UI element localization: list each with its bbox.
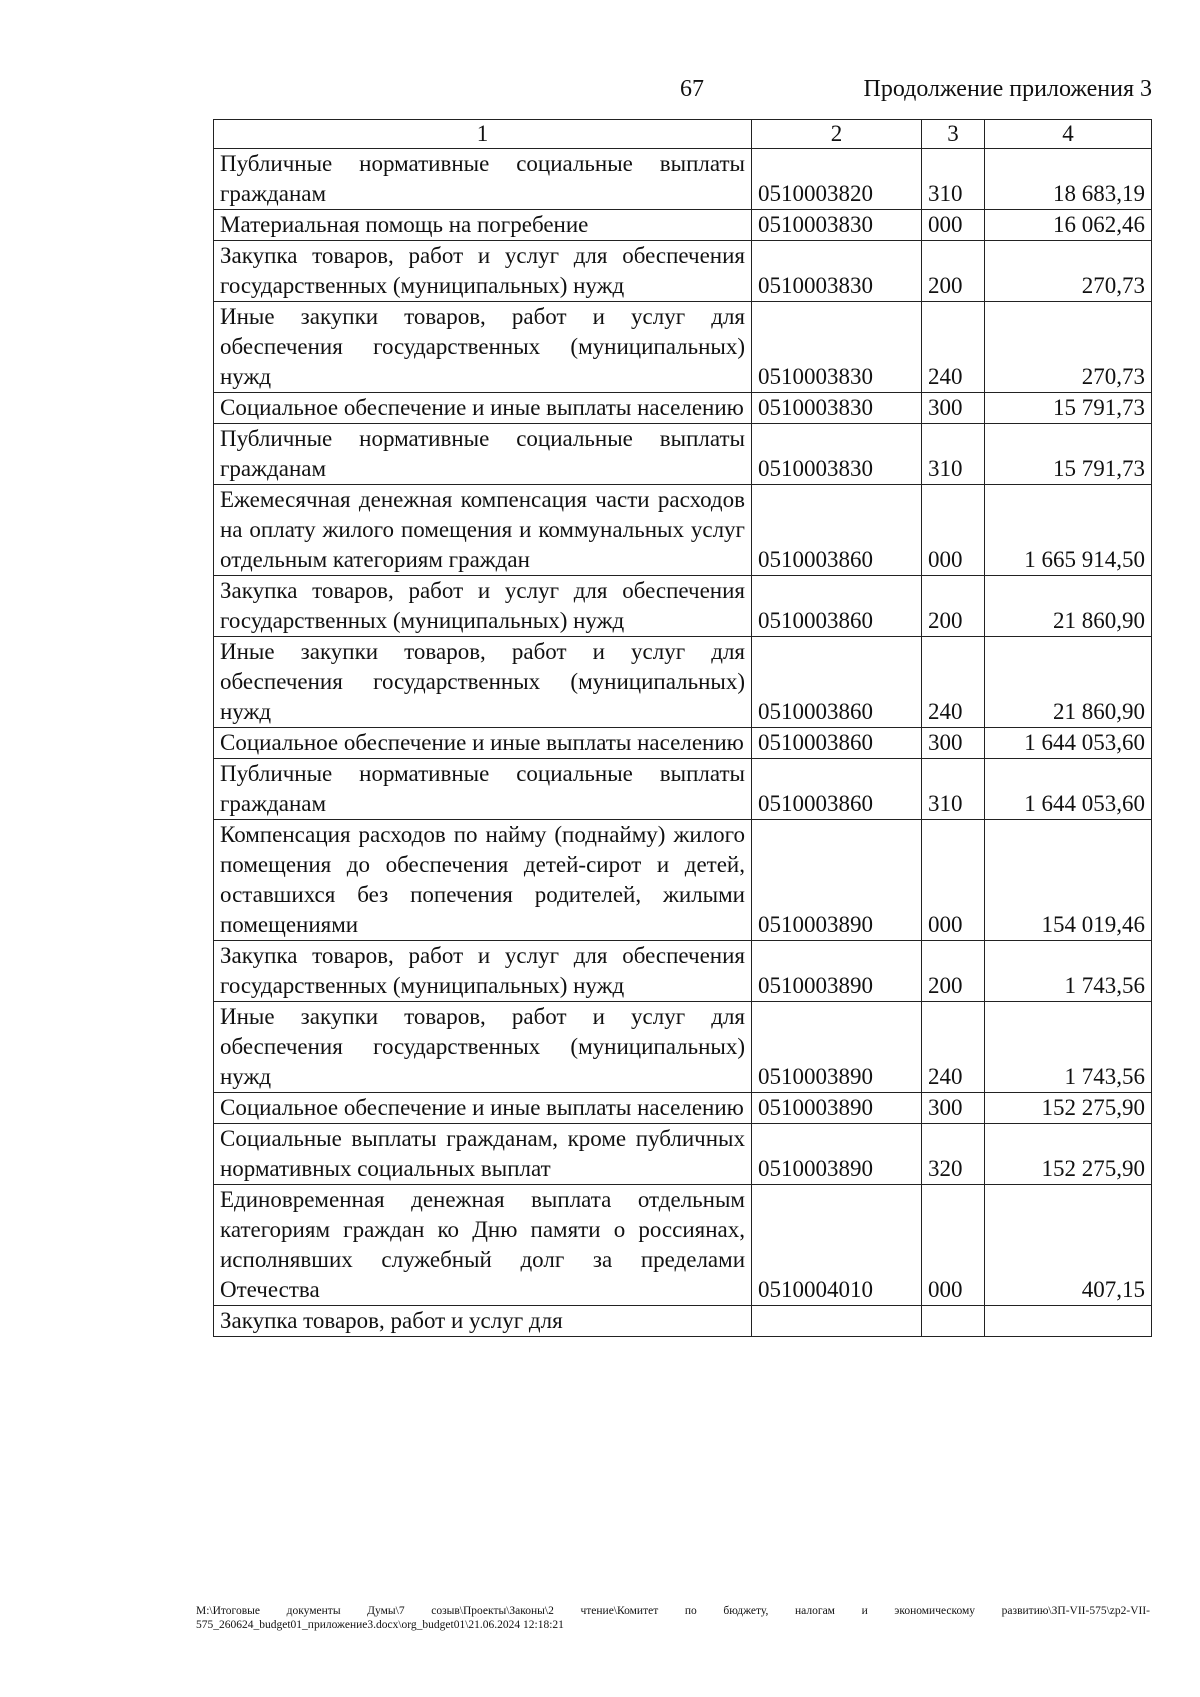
table-header-row — [214, 120, 1152, 149]
row-code: 0510003860 — [752, 576, 922, 637]
table-row — [214, 1124, 1152, 1185]
row-code: 0510004010 — [752, 1185, 922, 1306]
row-description: Публичные нормативные социальные выплаты гражданам — [214, 759, 752, 820]
row-code: 0510003890 — [752, 1093, 922, 1124]
row-description: Социальное обеспечение и иные выплаты населению — [214, 1093, 752, 1124]
row-description: Социальные выплаты гражданам, кроме публичных нормативных социальных выплат — [214, 1124, 752, 1185]
row-amount: 270,73 — [985, 241, 1152, 302]
row-description: Иные закупки товаров, работ и услуг для обеспечения государственных (муниципальных) нужд — [214, 637, 752, 728]
row-expense-type: 200 — [922, 241, 985, 302]
table-row — [214, 241, 1152, 302]
table-row — [214, 1185, 1152, 1306]
row-expense-type: 000 — [922, 820, 985, 941]
row-description: Социальное обеспечение и иные выплаты населению — [214, 393, 752, 424]
row-expense-type: 000 — [922, 485, 985, 576]
row-amount: 21 860,90 — [985, 637, 1152, 728]
row-description: Закупка товаров, работ и услуг для обеспечения государственных (муниципальных) нужд — [214, 576, 752, 637]
row-expense-type: 300 — [922, 393, 985, 424]
row-expense-type: 240 — [922, 302, 985, 393]
table-row — [214, 424, 1152, 485]
table-row — [214, 728, 1152, 759]
row-amount: 1 665 914,50 — [985, 485, 1152, 576]
row-expense-type: 310 — [922, 424, 985, 485]
row-code — [752, 1306, 922, 1337]
row-amount: 1 644 053,60 — [985, 728, 1152, 759]
row-description: Закупка товаров, работ и услуг для обеспечения государственных (муниципальных) нужд — [214, 241, 752, 302]
page-number: 67 — [680, 76, 704, 102]
row-code: 0510003820 — [752, 149, 922, 210]
row-amount: 270,73 — [985, 302, 1152, 393]
row-code: 0510003860 — [752, 637, 922, 728]
row-code: 0510003860 — [752, 728, 922, 759]
row-description: Ежемесячная денежная компенсация части расходов на оплату жилого помещения и коммунальных услуг отдельным категориям граждан — [214, 485, 752, 576]
row-amount: 21 860,90 — [985, 576, 1152, 637]
table-row — [214, 759, 1152, 820]
row-amount: 152 275,90 — [985, 1093, 1152, 1124]
row-description: Публичные нормативные социальные выплаты гражданам — [214, 149, 752, 210]
table-row — [214, 820, 1152, 941]
row-expense-type: 200 — [922, 576, 985, 637]
row-expense-type: 300 — [922, 728, 985, 759]
row-expense-type: 240 — [922, 1002, 985, 1093]
table-row — [214, 1002, 1152, 1093]
row-code: 0510003830 — [752, 241, 922, 302]
row-expense-type: 200 — [922, 941, 985, 1002]
row-expense-type: 300 — [922, 1093, 985, 1124]
row-code: 0510003860 — [752, 485, 922, 576]
row-code: 0510003830 — [752, 302, 922, 393]
row-description: Публичные нормативные социальные выплаты гражданам — [214, 424, 752, 485]
column-header: 1 — [214, 120, 752, 149]
file-path-footer: М:\Итоговые документы Думы\7 созыв\Проекты\Законы\2 чтение\Комитет по бюджету, налогам и экономическому развитию\ЗП-VII-575\zp2-VII-575_260624_budget01_приложение3.docx\org_budget01\21.06.2024 12:18:21 — [196, 1605, 1150, 1631]
row-code: 0510003830 — [752, 393, 922, 424]
column-header: 4 — [985, 120, 1152, 149]
table-row — [214, 1306, 1152, 1337]
row-code: 0510003860 — [752, 759, 922, 820]
row-amount: 18 683,19 — [985, 149, 1152, 210]
row-code: 0510003890 — [752, 820, 922, 941]
row-amount: 1 644 053,60 — [985, 759, 1152, 820]
table-row — [214, 302, 1152, 393]
row-description: Иные закупки товаров, работ и услуг для обеспечения государственных (муниципальных) нужд — [214, 1002, 752, 1093]
row-code: 0510003890 — [752, 941, 922, 1002]
table-row — [214, 576, 1152, 637]
table-row — [214, 149, 1152, 210]
row-code: 0510003830 — [752, 210, 922, 241]
table-row — [214, 393, 1152, 424]
row-amount: 1 743,56 — [985, 1002, 1152, 1093]
row-description: Социальное обеспечение и иные выплаты населению — [214, 728, 752, 759]
row-description: Иные закупки товаров, работ и услуг для обеспечения государственных (муниципальных) нужд — [214, 302, 752, 393]
row-amount: 15 791,73 — [985, 393, 1152, 424]
row-code: 0510003890 — [752, 1124, 922, 1185]
row-expense-type: 000 — [922, 210, 985, 241]
continuation-label: Продолжение приложения 3 — [863, 76, 1152, 102]
row-code: 0510003830 — [752, 424, 922, 485]
row-expense-type: 240 — [922, 637, 985, 728]
row-expense-type: 310 — [922, 149, 985, 210]
row-description: Единовременная денежная выплата отдельным категориям граждан ко Дню памяти о россиянах, исполнявших служебный долг за пределами Отечества — [214, 1185, 752, 1306]
row-code: 0510003890 — [752, 1002, 922, 1093]
row-description: Компенсация расходов по найму (поднайму) жилого помещения до обеспечения детей-сирот и детей, оставшихся без попечения родителей, жилыми помещениями — [214, 820, 752, 941]
row-description: Материальная помощь на погребение — [214, 210, 752, 241]
row-amount: 16 062,46 — [985, 210, 1152, 241]
table-row — [214, 210, 1152, 241]
column-header: 2 — [752, 120, 922, 149]
row-amount: 1 743,56 — [985, 941, 1152, 1002]
table-row — [214, 637, 1152, 728]
row-expense-type: 310 — [922, 759, 985, 820]
row-amount: 154 019,46 — [985, 820, 1152, 941]
row-description: Закупка товаров, работ и услуг для — [214, 1306, 752, 1337]
column-header: 3 — [922, 120, 985, 149]
table-row — [214, 485, 1152, 576]
row-amount: 152 275,90 — [985, 1124, 1152, 1185]
row-expense-type: 320 — [922, 1124, 985, 1185]
table-row — [214, 1093, 1152, 1124]
row-amount: 15 791,73 — [985, 424, 1152, 485]
row-expense-type: 000 — [922, 1185, 985, 1306]
row-amount: 407,15 — [985, 1185, 1152, 1306]
row-expense-type — [922, 1306, 985, 1337]
budget-table — [213, 119, 1152, 1337]
row-amount — [985, 1306, 1152, 1337]
row-description: Закупка товаров, работ и услуг для обеспечения государственных (муниципальных) нужд — [214, 941, 752, 1002]
table-row — [214, 941, 1152, 1002]
